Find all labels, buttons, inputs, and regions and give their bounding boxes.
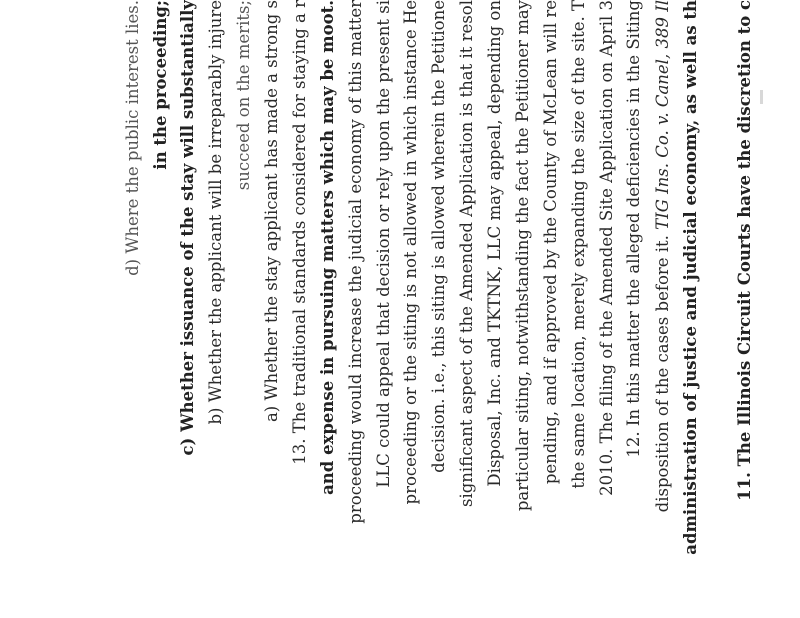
paragraph-13-line-1: 13. The traditional standards considered for staying a r <box>290 0 309 465</box>
paragraph-12-line-4: pending, and if approved by the County of McLean will re <box>541 0 560 485</box>
paragraph-12-line-3: the same location, merely expanding the size of the site. T <box>569 0 588 489</box>
paragraph-11-line-1: 11. The Illinois Circuit Courts have the discretion to c <box>735 0 754 501</box>
standard-d: d) Where the public interest lies. <box>123 0 142 276</box>
case-citation: TIG Ins. Co. v. Canel, 389 Il <box>653 0 672 230</box>
standard-c-line-2: in the proceeding; <box>151 0 170 170</box>
paragraph-12-line-6: Disposal, Inc. and TKTNK, LLC may appeal, depending on <box>485 0 504 487</box>
standard-a-line-1: a) Whether the stay applicant has made a strong s <box>262 0 281 423</box>
standard-a-line-2: succeed on the merits; <box>234 0 253 191</box>
paragraph-12-line-8: decision. i.e., this siting is allowed wherein the Petitione <box>429 0 448 473</box>
paragraph-11-line-3 <box>655 0 672 618</box>
paragraph-12-line-7: significant aspect of the Amended Application is that it resol <box>457 0 476 508</box>
paragraph-12-line-1: 12. In this matter the alleged deficiencies in the Siting <box>624 0 643 458</box>
paragraph-11-line-3-text: disposition of the cases before it. <box>653 229 672 513</box>
paragraph-11-line-2: administration of justice and judicial economy, as well as th <box>681 0 700 555</box>
paragraph-12-line-9: proceeding or the siting is not allowed in which instance He <box>401 0 420 505</box>
standard-b: b) Whether the applicant will be irreparably injure <box>206 0 225 425</box>
paragraph-12-line-2: 2010. The filing of the Amended Site Application on April 3 <box>597 0 616 496</box>
paragraph-12-line-11: proceeding would increase the judicial economy of this matter <box>346 0 365 524</box>
scan-artifact <box>760 90 763 104</box>
paragraph-12-line-5: particular siting, notwithstanding the fact the Petitioner may <box>513 0 532 512</box>
paragraph-12-line-12: and expense in pursuing matters which may be moot. <box>318 0 337 495</box>
paragraph-12-line-10: LLC could appeal that decision or rely upon the present si <box>374 0 393 488</box>
standard-c-line-1: c) Whether issuance of the stay will substantially <box>178 0 197 456</box>
